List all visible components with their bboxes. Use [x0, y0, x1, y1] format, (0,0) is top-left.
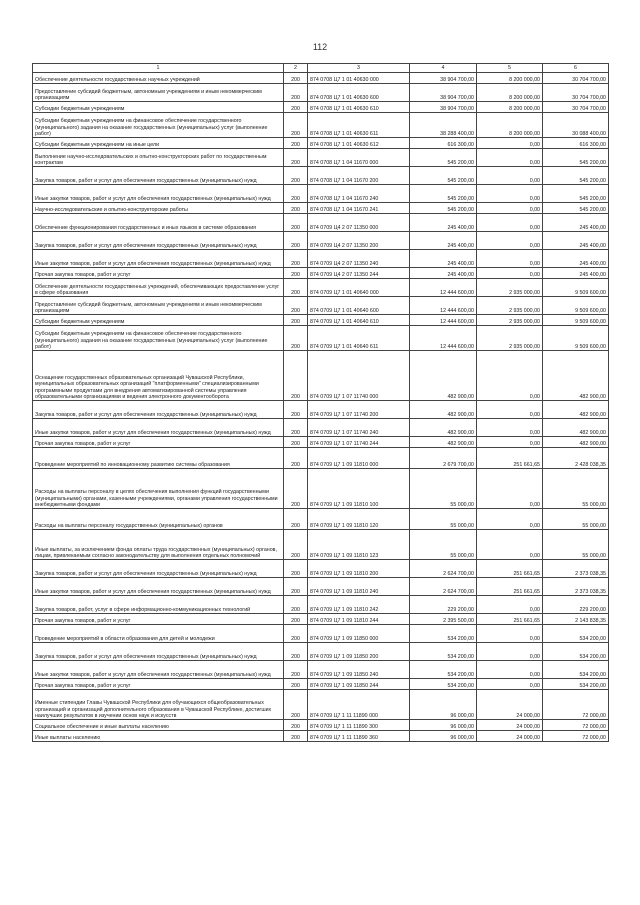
row-column-2: 200	[284, 214, 308, 232]
row-name: Иные выплаты, за исключением фонда оплаты труда государственных (муниципальных) органов, лицам, привлекаемым согласно законодательству для выполнения отдельных полномочий	[33, 530, 284, 560]
row-column-6: 482 900,00	[543, 351, 609, 401]
row-code: 874 0708 Ц7 1 04 11670 240	[308, 185, 410, 203]
row-column-5: 2 935 000,00	[477, 326, 543, 351]
table-row	[33, 268, 609, 279]
row-column-2: 200	[284, 315, 308, 326]
row-code: 874 0709 Ц7 1 09 11850 000	[308, 625, 410, 643]
row-column-2: 200	[284, 679, 308, 690]
row-column-4: 616 300,00	[410, 138, 477, 149]
table-row	[33, 509, 609, 530]
table-row	[33, 448, 609, 469]
row-column-5: 0,00	[477, 509, 543, 530]
row-column-2: 200	[284, 351, 308, 401]
table-row	[33, 720, 609, 731]
row-code: 874 0709 Ц7 1 09 11850 200	[308, 643, 410, 661]
row-column-2: 200	[284, 203, 308, 214]
table-row	[33, 326, 609, 351]
row-column-4: 2 395 500,00	[410, 614, 477, 625]
row-name: Оснащение государственных образовательных организаций Чувашской Республики, муниципальных образовательных организаций "платформенными" специализированными программными продуктами для внедрения автоматизированной системы управления образовательными организациями и ведения электронного документооборота	[33, 351, 284, 401]
row-column-4: 545 200,00	[410, 167, 477, 185]
table-row	[33, 679, 609, 690]
row-name: Расходы на выплаты персоналу в целях обеспечения выполнения функций государственными (муниципальными) органами, казенными учреждениями, органами управления государственными внебюджетными фондами	[33, 469, 284, 509]
table-row	[33, 185, 609, 203]
row-name: Проведение мероприятий в области образования для детей и молодежи	[33, 625, 284, 643]
row-column-6: 2 143 838,35	[543, 614, 609, 625]
row-name: Иные закупки товаров, работ и услуг для обеспечения государственных (муниципальных) нужд	[33, 185, 284, 203]
row-code: 874 0709 Ц7 1 09 11810 100	[308, 469, 410, 509]
table-row	[33, 214, 609, 232]
table-row	[33, 560, 609, 578]
row-code: 874 0709 Ц7 1 09 11810 242	[308, 596, 410, 614]
row-name: Социальное обеспечение и иные выплаты населению	[33, 720, 284, 731]
row-column-5: 0,00	[477, 250, 543, 268]
row-name: Субсидии бюджетным учреждениям на иные цели	[33, 138, 284, 149]
row-code: 874 0709 Ц7 1 09 11810 123	[308, 530, 410, 560]
row-column-6: 55 000,00	[543, 469, 609, 509]
row-column-5: 0,00	[477, 661, 543, 679]
row-column-6: 30 704 700,00	[543, 73, 609, 84]
row-name: Обеспечение деятельности государственных научных учреждений	[33, 73, 284, 84]
row-column-6: 545 200,00	[543, 185, 609, 203]
row-name: Иные закупки товаров, работ и услуг для обеспечения государственных (муниципальных) нужд	[33, 419, 284, 437]
row-column-2: 200	[284, 437, 308, 448]
row-column-5: 0,00	[477, 214, 543, 232]
row-name: Прочая закупка товаров, работ и услуг	[33, 268, 284, 279]
row-name: Прочая закупка товаров, работ и услуг	[33, 437, 284, 448]
row-column-2: 200	[284, 102, 308, 113]
row-column-2: 200	[284, 250, 308, 268]
row-code: 874 0709 Ц7 1 09 11810 120	[308, 509, 410, 530]
row-code: 874 0709 Ц7 1 07 11740 244	[308, 437, 410, 448]
row-column-5: 8 200 000,00	[477, 102, 543, 113]
column-header: 5	[477, 64, 543, 73]
row-code: 874 0708 Ц7 1 04 11670 241	[308, 203, 410, 214]
table-row	[33, 351, 609, 401]
row-column-4: 482 900,00	[410, 351, 477, 401]
row-column-4: 482 900,00	[410, 437, 477, 448]
row-column-6: 545 200,00	[543, 203, 609, 214]
row-name: Субсидии бюджетным учреждениям на финансовое обеспечение государственного (муниципального) задания на оказание государственных (муниципальных) услуг (выполнение работ)	[33, 113, 284, 138]
row-code: 874 0709 Ц7 1 09 11810 244	[308, 614, 410, 625]
row-name: Субсидии бюджетным учреждениям	[33, 102, 284, 113]
table-row	[33, 614, 609, 625]
table-row	[33, 203, 609, 214]
row-name: Научно-исследовательские и опытно-конструкторские работы	[33, 203, 284, 214]
row-code: 874 0709 Ц7 1 09 11810 240	[308, 578, 410, 596]
row-column-2: 200	[284, 268, 308, 279]
table-row	[33, 419, 609, 437]
row-column-2: 200	[284, 720, 308, 731]
row-column-4: 38 904 700,00	[410, 102, 477, 113]
row-name: Закупка товаров, работ и услуг для обеспечения государственных (муниципальных) нужд	[33, 167, 284, 185]
row-column-6: 9 509 600,00	[543, 297, 609, 315]
table-header-row	[33, 64, 609, 73]
row-column-5: 0,00	[477, 203, 543, 214]
table-row	[33, 315, 609, 326]
row-column-6: 2 373 038,35	[543, 560, 609, 578]
table-row	[33, 250, 609, 268]
row-name: Обеспечение функционирования государственных и иных языков в системе образования	[33, 214, 284, 232]
row-column-4: 245 400,00	[410, 250, 477, 268]
row-code: 874 0708 Ц7 1 01 40630 000	[308, 73, 410, 84]
column-header: 2	[284, 64, 308, 73]
row-column-2: 200	[284, 138, 308, 149]
table-row	[33, 84, 609, 102]
row-column-2: 200	[284, 279, 308, 297]
table-row	[33, 596, 609, 614]
table-row	[33, 167, 609, 185]
row-column-4: 2 679 700,00	[410, 448, 477, 469]
row-column-5: 0,00	[477, 530, 543, 560]
table-row	[33, 102, 609, 113]
table-row	[33, 113, 609, 138]
row-column-4: 534 200,00	[410, 625, 477, 643]
row-column-2: 200	[284, 643, 308, 661]
row-name: Предоставление субсидий бюджетным, автономным учреждениям и иным некоммерческим организациям	[33, 84, 284, 102]
row-column-4: 534 200,00	[410, 643, 477, 661]
row-name: Иные закупки товаров, работ и услуг для обеспечения государственных (муниципальных) нужд	[33, 578, 284, 596]
row-column-2: 200	[284, 614, 308, 625]
row-column-2: 200	[284, 84, 308, 102]
row-column-4: 12 444 600,00	[410, 315, 477, 326]
row-column-6: 30 704 700,00	[543, 102, 609, 113]
row-column-5: 0,00	[477, 185, 543, 203]
row-name: Расходы на выплаты персоналу государственных (муниципальных) органов	[33, 509, 284, 530]
row-column-4: 245 400,00	[410, 214, 477, 232]
row-column-2: 200	[284, 731, 308, 742]
row-column-6: 229 200,00	[543, 596, 609, 614]
row-column-5: 0,00	[477, 351, 543, 401]
row-column-6: 9 509 600,00	[543, 315, 609, 326]
row-code: 874 0708 Ц7 1 01 40630 600	[308, 84, 410, 102]
row-column-6: 482 900,00	[543, 437, 609, 448]
row-column-5: 0,00	[477, 469, 543, 509]
table-row	[33, 138, 609, 149]
row-column-6: 245 400,00	[543, 250, 609, 268]
row-column-5: 0,00	[477, 138, 543, 149]
row-name: Иные выплаты населению	[33, 731, 284, 742]
row-name: Иные закупки товаров, работ и услуг для обеспечения государственных (муниципальных) нужд	[33, 661, 284, 679]
table-row	[33, 578, 609, 596]
row-column-5: 0,00	[477, 643, 543, 661]
row-column-2: 200	[284, 560, 308, 578]
row-column-2: 200	[284, 419, 308, 437]
row-column-4: 38 288 400,00	[410, 113, 477, 138]
table-row	[33, 530, 609, 560]
row-column-4: 534 200,00	[410, 661, 477, 679]
row-column-6: 482 900,00	[543, 401, 609, 419]
table-row	[33, 279, 609, 297]
row-column-5: 8 200 000,00	[477, 84, 543, 102]
row-column-6: 534 200,00	[543, 625, 609, 643]
row-column-5: 8 200 000,00	[477, 113, 543, 138]
row-column-5: 251 661,65	[477, 560, 543, 578]
row-code: 874 0709 Ц7 1 01 40640 611	[308, 326, 410, 351]
row-name: Закупка товаров, работ и услуг для обеспечения государственных (муниципальных) нужд	[33, 560, 284, 578]
row-column-6: 545 200,00	[543, 149, 609, 167]
column-header: 1	[33, 64, 284, 73]
row-code: 874 0709 Ц7 1 01 40640 610	[308, 315, 410, 326]
page-number: 112	[312, 42, 328, 52]
row-name: Закупка товаров, работ и услуг для обеспечения государственных (муниципальных) нужд	[33, 643, 284, 661]
row-column-2: 200	[284, 509, 308, 530]
row-column-5: 2 935 000,00	[477, 315, 543, 326]
row-code: 874 0709 Ц7 1 09 11850 244	[308, 679, 410, 690]
row-code: 874 0708 Ц7 1 04 11670 200	[308, 167, 410, 185]
row-column-4: 12 444 600,00	[410, 326, 477, 351]
row-column-6: 9 509 600,00	[543, 326, 609, 351]
row-code: 874 0709 Ц4 2 07 11350 240	[308, 250, 410, 268]
row-column-5: 2 935 000,00	[477, 279, 543, 297]
table-row	[33, 469, 609, 509]
row-column-6: 55 000,00	[543, 509, 609, 530]
row-column-2: 200	[284, 185, 308, 203]
row-column-4: 534 200,00	[410, 679, 477, 690]
row-column-5: 0,00	[477, 596, 543, 614]
row-column-5: 0,00	[477, 268, 543, 279]
row-code: 874 0708 Ц7 1 01 40630 611	[308, 113, 410, 138]
row-column-6: 616 300,00	[543, 138, 609, 149]
row-code: 874 0709 Ц4 2 07 11350 000	[308, 214, 410, 232]
row-column-4: 38 904 700,00	[410, 84, 477, 102]
row-column-6: 30 704 700,00	[543, 84, 609, 102]
table-row	[33, 731, 609, 742]
row-column-4: 96 000,00	[410, 720, 477, 731]
row-column-6: 72 000,00	[543, 690, 609, 720]
table-row	[33, 690, 609, 720]
row-name: Обеспечение деятельности государственных учреждений, обеспечивающих предоставление услуг в сфере образования	[33, 279, 284, 297]
row-column-2: 200	[284, 113, 308, 138]
row-code: 874 0709 Ц7 1 11 11890 300	[308, 720, 410, 731]
table-row	[33, 661, 609, 679]
row-column-6: 245 400,00	[543, 214, 609, 232]
row-column-5: 24 000,00	[477, 690, 543, 720]
row-code: 874 0709 Ц7 1 09 11810 200	[308, 560, 410, 578]
row-code: 874 0709 Ц7 1 09 11810 000	[308, 448, 410, 469]
row-code: 874 0709 Ц4 2 07 11350 200	[308, 232, 410, 250]
row-column-2: 200	[284, 232, 308, 250]
row-column-4: 482 900,00	[410, 419, 477, 437]
row-column-5: 0,00	[477, 232, 543, 250]
column-header: 6	[543, 64, 609, 73]
row-column-2: 200	[284, 690, 308, 720]
row-column-5: 0,00	[477, 679, 543, 690]
row-column-4: 55 000,00	[410, 530, 477, 560]
row-code: 874 0709 Ц7 1 01 40640 600	[308, 297, 410, 315]
row-column-4: 12 444 600,00	[410, 279, 477, 297]
table-row	[33, 643, 609, 661]
column-header: 4	[410, 64, 477, 73]
budget-table	[32, 63, 609, 742]
row-column-4: 96 000,00	[410, 731, 477, 742]
row-column-6: 9 509 600,00	[543, 279, 609, 297]
row-column-2: 200	[284, 297, 308, 315]
table-row	[33, 437, 609, 448]
table-row	[33, 625, 609, 643]
row-column-2: 200	[284, 661, 308, 679]
row-column-6: 30 088 400,00	[543, 113, 609, 138]
row-name: Иные закупки товаров, работ и услуг для обеспечения государственных (муниципальных) нужд	[33, 250, 284, 268]
row-column-4: 245 400,00	[410, 232, 477, 250]
row-name: Проведение мероприятий по инновационному развитию системы образования	[33, 448, 284, 469]
row-name: Прочая закупка товаров, работ и услуг	[33, 614, 284, 625]
row-column-6: 545 200,00	[543, 167, 609, 185]
table-row	[33, 401, 609, 419]
row-code: 874 0709 Ц7 1 01 40640 000	[308, 279, 410, 297]
row-column-4: 545 200,00	[410, 149, 477, 167]
row-column-6: 534 200,00	[543, 661, 609, 679]
row-column-6: 245 400,00	[543, 268, 609, 279]
row-column-5: 0,00	[477, 167, 543, 185]
row-column-5: 251 661,65	[477, 578, 543, 596]
row-name: Закупка товаров, работ, услуг в сфере информационно-коммуникационных технологий	[33, 596, 284, 614]
row-column-6: 2 428 038,35	[543, 448, 609, 469]
row-column-4: 2 624 700,00	[410, 560, 477, 578]
row-column-5: 24 000,00	[477, 720, 543, 731]
row-column-5: 0,00	[477, 401, 543, 419]
row-column-2: 200	[284, 530, 308, 560]
row-column-4: 55 000,00	[410, 509, 477, 530]
row-column-4: 96 000,00	[410, 690, 477, 720]
row-column-6: 72 000,00	[543, 731, 609, 742]
row-column-6: 2 373 038,35	[543, 578, 609, 596]
row-column-6: 245 400,00	[543, 232, 609, 250]
row-column-5: 251 661,65	[477, 448, 543, 469]
row-code: 874 0709 Ц7 1 09 11850 240	[308, 661, 410, 679]
row-column-6: 534 200,00	[543, 679, 609, 690]
row-column-2: 200	[284, 149, 308, 167]
table-row	[33, 149, 609, 167]
row-column-2: 200	[284, 326, 308, 351]
row-column-2: 200	[284, 625, 308, 643]
row-name: Выполнение научно-исследовательских и опытно-конструкторских работ по государственным контрактам	[33, 149, 284, 167]
row-code: 874 0708 Ц7 1 04 11670 000	[308, 149, 410, 167]
table-row	[33, 73, 609, 84]
row-column-5: 2 935 000,00	[477, 297, 543, 315]
row-name: Предоставление субсидий бюджетным, автономным учреждениям и иным некоммерческим организациям	[33, 297, 284, 315]
row-column-5: 0,00	[477, 419, 543, 437]
table-row	[33, 232, 609, 250]
row-name: Закупка товаров, работ и услуг для обеспечения государственных (муниципальных) нужд	[33, 232, 284, 250]
row-column-2: 200	[284, 448, 308, 469]
row-code: 874 0709 Ц7 1 07 11740 000	[308, 351, 410, 401]
row-column-2: 200	[284, 596, 308, 614]
row-column-5: 251 661,65	[477, 614, 543, 625]
row-name: Субсидии бюджетным учреждениям	[33, 315, 284, 326]
row-column-6: 72 000,00	[543, 720, 609, 731]
row-column-2: 200	[284, 167, 308, 185]
column-header: 3	[308, 64, 410, 73]
row-column-4: 2 624 700,00	[410, 578, 477, 596]
row-column-5: 0,00	[477, 437, 543, 448]
row-column-4: 245 400,00	[410, 268, 477, 279]
row-code: 874 0708 Ц7 1 01 40630 612	[308, 138, 410, 149]
row-column-6: 482 900,00	[543, 419, 609, 437]
row-column-4: 38 904 700,00	[410, 73, 477, 84]
row-column-4: 482 900,00	[410, 401, 477, 419]
row-name: Прочая закупка товаров, работ и услуг	[33, 679, 284, 690]
row-name: Именные стипендии Главы Чувашской Республики для обучающихся общеобразовательных организаций и организаций дополнительного образования в Чувашской Республике, достигших наилучших результатов в изучении основ наук и искусств	[33, 690, 284, 720]
row-code: 874 0708 Ц7 1 01 40630 610	[308, 102, 410, 113]
row-column-4: 12 444 600,00	[410, 297, 477, 315]
row-code: 874 0709 Ц7 1 11 11890 360	[308, 731, 410, 742]
table-row	[33, 297, 609, 315]
row-code: 874 0709 Ц7 1 11 11890 000	[308, 690, 410, 720]
row-column-4: 55 000,00	[410, 469, 477, 509]
row-column-2: 200	[284, 578, 308, 596]
row-column-5: 24 000,00	[477, 731, 543, 742]
row-name: Закупка товаров, работ и услуг для обеспечения государственных (муниципальных) нужд	[33, 401, 284, 419]
row-column-2: 200	[284, 73, 308, 84]
row-name: Субсидии бюджетным учреждениям на финансовое обеспечение государственного (муниципального) задания на оказание государственных (муниципальных) услуг (выполнение работ)	[33, 326, 284, 351]
row-column-5: 8 200 000,00	[477, 73, 543, 84]
row-code: 874 0709 Ц7 1 07 11740 200	[308, 401, 410, 419]
row-column-4: 545 200,00	[410, 185, 477, 203]
row-code: 874 0709 Ц4 2 07 11350 244	[308, 268, 410, 279]
row-column-2: 200	[284, 401, 308, 419]
row-column-5: 0,00	[477, 149, 543, 167]
row-column-4: 229 200,00	[410, 596, 477, 614]
row-column-6: 534 200,00	[543, 643, 609, 661]
row-column-2: 200	[284, 469, 308, 509]
row-column-6: 55 000,00	[543, 530, 609, 560]
row-column-4: 545 200,00	[410, 203, 477, 214]
row-column-5: 0,00	[477, 625, 543, 643]
row-code: 874 0709 Ц7 1 07 11740 240	[308, 419, 410, 437]
